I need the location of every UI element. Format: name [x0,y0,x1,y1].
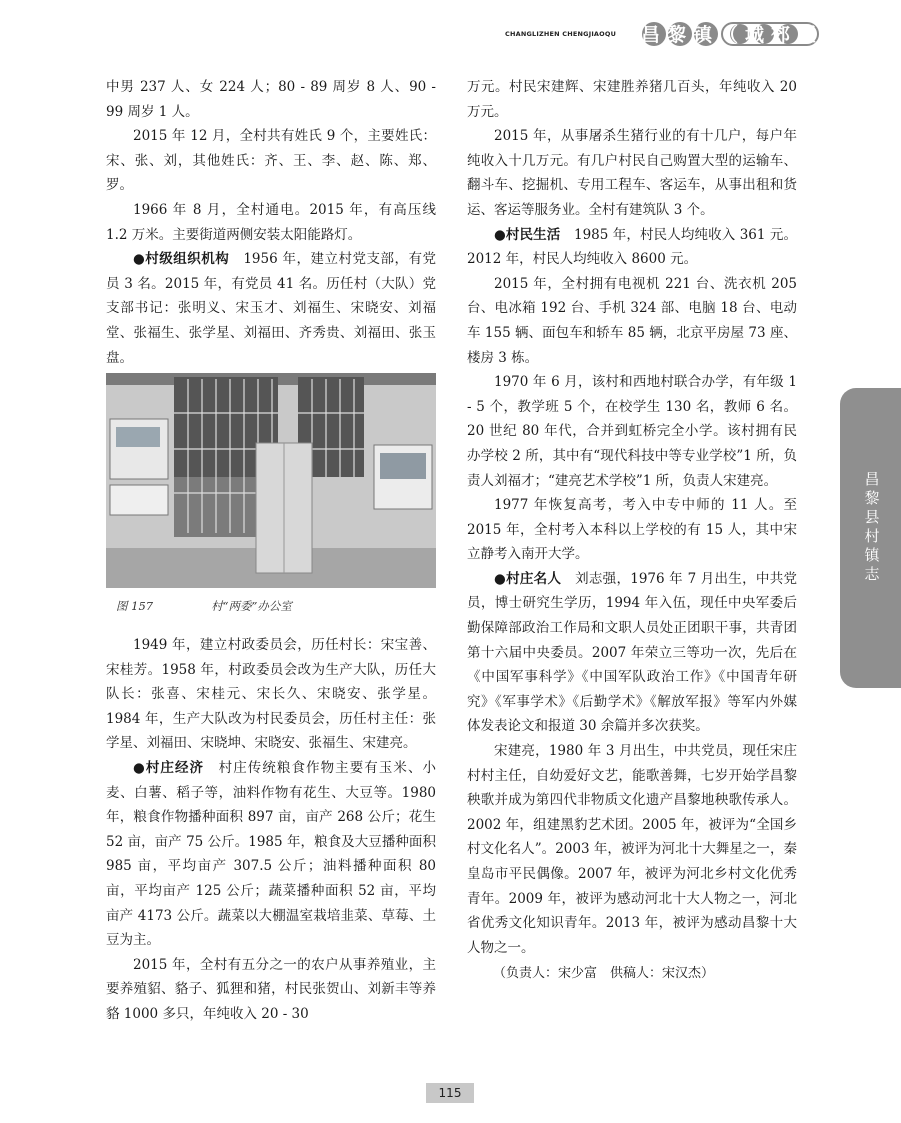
paragraph-life [467,223,797,272]
editor-credit: （负责人：宋少富 供稿人：宋汉杰） [493,966,715,982]
paragraph: 中男 237 人、女 224 人；80 - 89 周岁 8 人、90 - 99 周岁 1 人。 [106,79,436,120]
left-column-top [106,75,436,370]
paragraph-text: 1956 年，建立村党支部，有党员 3 名。2015 年，有党员 41 名。历任村（大队）党支部书记：张明义、宋玉才、刘福生、宋晓安、刘福堂、张福生、张学星、刘福田、齐秀贵、刘福田、张玉盘。 [106,251,437,366]
paragraph: 2015 年，全村拥有电视机 221 台、洗衣机 205 台、电冰箱 192 台、手机 324 部、电脑 18 台、电动车 155 辆、面包车和轿车 85 辆，北京平房屋 73 座、楼房 3 栋。 [467,275,797,366]
section-heading-economy: ●村庄经济 [133,759,205,776]
paragraph: 宋建亮，1980 年 3 月出生，中共党员，现任宋庄村村主任，自幼爱好文艺，能歌善舞，七岁开始学昌黎秧歌并成为第四代非物质文化遗产昌黎地秧歌传承人。2002 年，组建黑豹艺术团。2005 年，被评为“全国乡村文化名人”。2003 年，被评为河北十大舞星之一，秦皇岛市平民偶像。2007 年，被评为河北乡村文化优秀青年。2009 年，被评为感动河北十大人物之一，河北省优秀文化知识青年。2013 年，被评为感动昌黎十大人物之一。 [467,743,797,956]
paragraph-text: 刘志强，1976 年 7 月出生，中共党员，博士研究生学历，1994 年入伍，现任中央军委后勤保障部政治工作局和文职人员处正团职干事，共青团第十六届中央委员。2007 年荣立三等功一次，先后在《中国军事科学》《中国军队政治工作》《中国青年研究》《军事学术》《后勤学术》《解放军报》等军内外媒体发表论文和报道 30 余篇并多次获奖。 [467,570,798,735]
paragraph-text: 村庄传统粮食作物主要有玉米、小麦、白薯、稻子等，油料作物有花生、大豆等。1980 年，粮食作物播种面积 897 亩，亩产 268 公斤；花生 52 亩，亩产 75 公斤。1985 年，粮食及大豆播种面积 985 亩，平均亩产 307.5 公斤；油料播种面积 80 亩，平均亩产 125 公斤；蔬菜播种面积 52 亩，平均亩产 4173 公斤。蔬菜以大棚温室栽培韭菜、草莓、土豆为主。 [106,759,437,949]
paragraph-org [106,247,436,370]
header-title: 昌黎镇（城郊区） [641,24,850,46]
paragraph-economy [106,756,436,953]
header-pinyin: CHANGLIZHEN CHENGJIAOQU [505,30,617,38]
photo-caption [116,598,292,614]
section-heading-people: ●村庄名人 [494,570,562,587]
caption-title: 村“两委”办公室 [211,599,292,613]
paragraph: 万元。村民宋建辉、宋建胜养猪几百头，年纯收入 20 万元。 [467,79,797,120]
paragraph-text: 1985 年，村民人均纯收入 361 元。2012 年，村民人均纯收入 8600 元。 [467,226,798,268]
paragraph: 1966 年 8 月，全村通电。2015 年，有高压线 1.2 万米。主要街道两侧安装太阳能路灯。 [106,201,436,243]
page-number: 115 [426,1083,474,1103]
left-column-bottom [106,633,436,1027]
paragraph: 2015 年，从事屠杀生猪行业的有十几户，每户年纯收入十几万元。有几户村民自己购置大型的运输车、翻斗车、挖掘机、专用工程车、客运车，从事出租和货运、客运等服务业。全村有建筑队 3 个。 [467,128,797,218]
section-heading-life: ●村民生活 [494,226,561,243]
right-column [467,75,797,987]
paragraph: 1970 年 6 月，该村和西地村联合办学，有年级 1 - 5 个，教学班 5 个，在校学生 130 名，教师 6 名。20 世纪 80 年代，合并到虹桥完全小学。该村拥有民办学校 2 所，其中有“现代科技中等专业学校”1 所，负责人刘福才；“建亮艺术学校”1 所，负责人宋建亮。 [467,374,797,489]
office-building-image [106,373,436,588]
side-tab-label: 昌黎县村镇志 [864,470,880,583]
paragraph: 2015 年 12 月，全村共有姓氏 9 个，主要姓氏：宋、张、刘，其他姓氏：齐、王、李、赵、陈、郑、罗。 [106,128,436,194]
paragraph-people [467,567,797,739]
paragraph: 1977 年恢复高考，考入中专中师的 11 人。至 2015 年，全村考入本科以上学校的有 15 人，其中宋立静考入南开大学。 [467,497,797,563]
paragraph: 1949 年，建立村政委员会，历任村长：宋宝善、宋桂芳。1958 年，村政委员会改为生产大队，历任大队长：张喜、宋桂元、宋长久、宋晓安、张学星。1984 年，生产大队改为村民委员会，历任村主任：张学星、刘福田、宋晓坤、宋晓安、张福生、宋建亮。 [106,637,436,752]
office-photo [106,373,436,588]
section-heading-org: ●村级组织机构 [133,251,230,268]
paragraph: 2015 年，全村有五分之一的农户从事养殖业，主要养殖貂、貉子、狐狸和猪，村民张贺山、刘新丰等养貉 1000 多只，年纯收入 20 - 30 [106,956,436,1022]
caption-label: 图 157 [116,599,154,613]
